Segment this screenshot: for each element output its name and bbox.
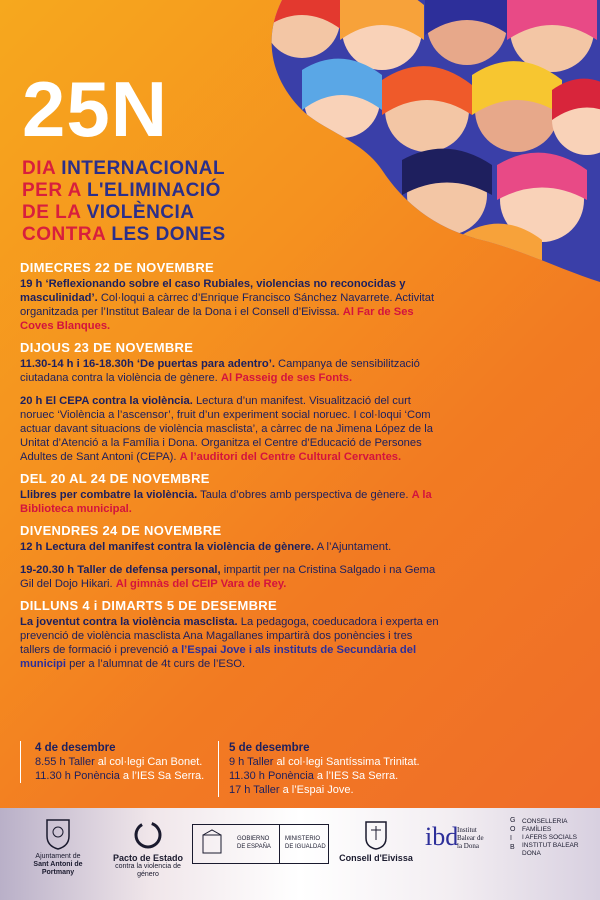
section-title-fri24: DIVENDRES 24 DE NOVEMBRE <box>20 523 222 538</box>
logo-pacto: Pacto de Estado contra la violencia de género <box>108 820 188 879</box>
schedule-day2 <box>218 741 429 797</box>
section-title-20-24: DEL 20 AL 24 DE NOVEMBRE <box>20 471 210 486</box>
poster-header <box>22 65 226 246</box>
consell-shield-icon <box>364 820 388 850</box>
subtitle-line1a: DIA <box>22 158 62 179</box>
schedule-day2-row3: 17 h Taller a l’Espai Jove. <box>229 784 354 796</box>
subtitle-line4a: CONTRA <box>22 224 112 245</box>
logo-ajuntament: Ajuntament de Sant Antoni de Portmany <box>18 816 98 877</box>
section-title-dec4-5: DILLUNS 4 i DIMARTS 5 DE DESEMBRE <box>20 598 277 613</box>
women-faces-illustration <box>262 0 600 282</box>
logo-consell: Consell d'Eivissa <box>336 820 416 863</box>
event-rubiales: 19 h ‘Reflexionando sobre el caso Rubiales, violencias no reconocidas y masculinidad’. Col·loqui a càrrec d’Enrique Francisco Sánchez Navarrete. Activitat organitzada per l’Institut Balear de la Dona i el Consell d’Eivissa. Al Far de Ses Coves Blanques. <box>20 278 435 332</box>
section-title-thu23: DIJOUS 23 DE NOVEMBRE <box>20 340 194 355</box>
schedule-grid <box>20 741 460 801</box>
subtitle-line1b: INTERNACIONAL <box>61 158 226 179</box>
event-puertas: 11.30-14 h i 16-18.30h ‘De puertas para adentro’. Campanya de sensibilització ciutadana contra la violència de gènere. Al Passeig de ses Fonts. <box>20 358 420 384</box>
coat-of-arms-icon <box>45 816 71 850</box>
schedule-day1-row2: 11.30 h Ponència a l’IES Sa Serra. <box>35 770 205 782</box>
event-joventut: La joventut contra la violència masclista. La pedagoga, coeducadora i experta en prevenció de violència masclista Ana Magallanes impartirà dos ponències i tres tallers de formació i prevenció a l’Espai Jove i als instituts de Secundària del municipi per a l’alumnat de 4t curs de l’ESO. <box>20 616 439 670</box>
schedule-day1-date: 4 de desembre <box>35 742 116 754</box>
schedule-day1 <box>20 741 235 783</box>
subtitle-line2a: PER A <box>22 180 87 201</box>
subtitle-line3b: VIOLÈNCIA <box>86 202 195 223</box>
event-llibres: Llibres per combatre la violència. Taula d’obres amb perspectiva de gènere. A la Biblioteca municipal. <box>20 489 432 515</box>
schedule-day2-row1: 9 h Taller al col·legi Santíssima Trinitat. <box>229 756 420 768</box>
poster-subtitle <box>22 158 226 246</box>
subtitle-line3a: DE LA <box>22 202 87 223</box>
logo-gobierno: GOBIERNO DE ESPAÑA MINISTERIO DE IGUALDAD <box>192 824 329 864</box>
event-manifest: 12 h Lectura del manifest contra la violència de gènere. A l’Ajuntament. <box>20 541 392 553</box>
schedule-day1-row1: 8.55 h Taller al col·legi Can Bonet. <box>35 756 203 768</box>
event-defensa: 19-20.30 h Taller de defensa personal, impartit per na Cristina Salgado i na Gema Gil del Dojo Hikari. Al gimnàs del CEIP Vara de Rey. <box>20 564 436 590</box>
subtitle-line4b: LES DONES <box>111 224 226 245</box>
subtitle-line2b: L'ELIMINACIÓ <box>86 180 221 201</box>
spain-shield-icon <box>199 829 225 859</box>
schedule-day2-date: 5 de desembre <box>229 742 310 754</box>
program-content <box>20 260 440 671</box>
sponsor-logos-bar: Ajuntament de Sant Antoni de Portmany Pacto de Estado contra la violencia de género GOBIERNO DE ESPAÑA MINISTERIO DE IGUALDAD Consell d'Eivissa ibd Institut Balear de la Dona G O I B CONSELLERIA FAMÍLIES I AFERS SOCIALS INSTITUT BALEAR DONA <box>0 808 600 900</box>
event-cepa: 20 h El CEPA contra la violència. Lectura d’un manifest. Visualització del curt noruec ‘Violència a l’ascensor’, fruit d’un experiment social noruec. I col·loqui ‘Com actuar davant situacions de violència masclista’, a càrrec de na Jimena López de la Unitat d’Atenció a la Família i Dona. Organitza el Centre d’Educació de Persones Adultes de Sant Antoni (CEPA). A l’auditori del Centre Cultural Cervantes. <box>20 395 433 463</box>
poster-big-title: 25N <box>22 65 169 153</box>
pacto-circle-icon <box>131 820 165 850</box>
section-title-wed22: DIMECRES 22 DE NOVEMBRE <box>20 260 214 275</box>
schedule-day2-row2: 11.30 h Ponència a l’IES Sa Serra. <box>229 770 399 782</box>
